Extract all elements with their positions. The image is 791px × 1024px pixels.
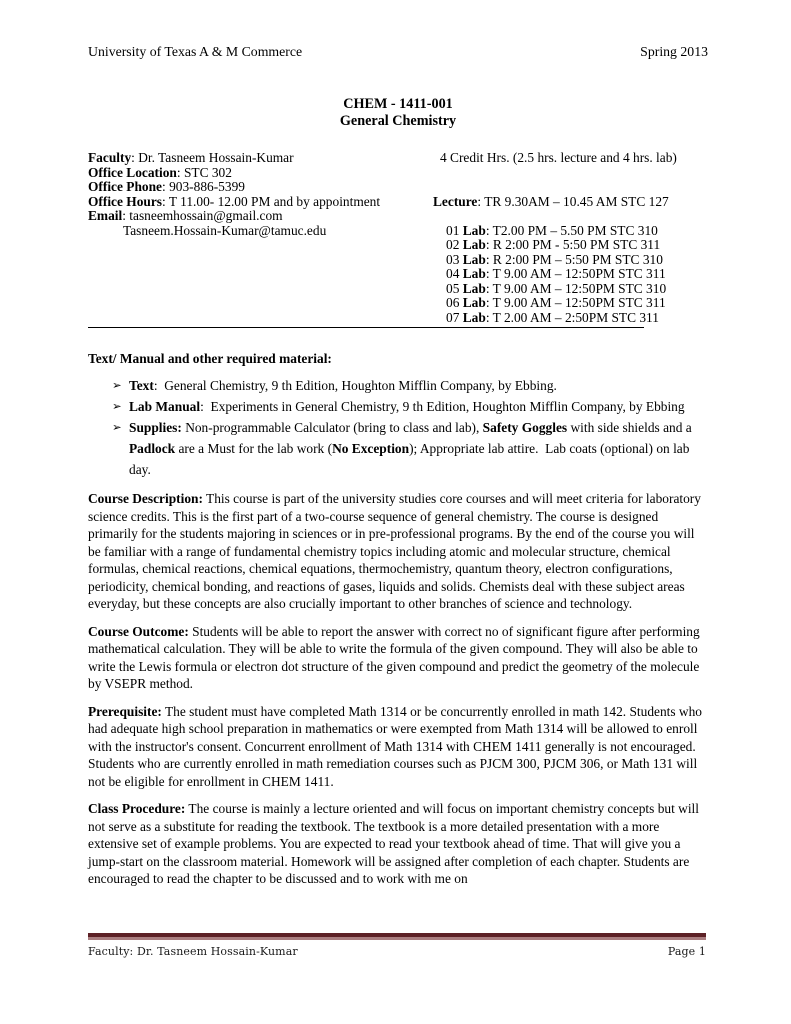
footer-faculty: Faculty: Dr. Tasneem Hossain-Kumar: [88, 944, 298, 958]
text-run: This course is part of the university studies core courses and will meet criteria for laboratory science credits. This is the first part of a two-course sequence of general chemistry. The course is designed primarily for the students majoring in sciences or in pre-professional programs. By the end of the course you will be familiar with a range of fundamental chemistry topics including atomic and molecular structure, chemical formulas, chemical reactions, chemical equations, thermochemistry, quantum theory, electron configurations, periodicity, chemical bonding, and reactions of gases, liquids and solids. Chemists deal with these subject areas everyday, but these concepts are also crucially important to other branches of science and technology.: [88, 491, 705, 611]
course-title-block: [88, 96, 708, 130]
text-run: : T 9.00 AM – 12:50PM STC 310: [485, 280, 667, 296]
text-run: : T 11.00- 12.00 PM and by appointment: [162, 193, 381, 209]
bold-text-run: Lab: [462, 237, 486, 252]
lab-schedule-row: [446, 224, 677, 239]
text-run: : T 9.00 AM – 12:50PM STC 311: [485, 266, 666, 281]
text-run: 01: [446, 222, 463, 238]
bold-text-run: Lab: [462, 222, 486, 238]
bold-text-run: Lecture: [433, 193, 478, 209]
bold-text-run: Prerequisite:: [88, 703, 162, 719]
text-run: 04: [446, 266, 463, 281]
bold-text-run: Office Hours: [88, 193, 163, 209]
materials-item-text: [88, 375, 708, 396]
bold-text-run: Course Description:: [88, 491, 203, 506]
office-phone-row: [88, 180, 433, 195]
bold-text-run: Lab: [462, 251, 486, 267]
lab-schedule-row: [446, 267, 677, 282]
text-run: : STC 302: [176, 164, 232, 180]
course-info-section: [88, 150, 677, 328]
bold-text-run: Padlock: [129, 441, 176, 456]
bold-text-run: Lab Manual: [129, 399, 201, 414]
lab-schedule-row: [446, 238, 677, 253]
bold-text-run: No Exception: [332, 441, 410, 456]
course-outcome-paragraph: [88, 623, 708, 693]
bold-text-run: Course Outcome:: [88, 623, 189, 639]
text-run: : tasneemhossain@gmail.com: [122, 208, 283, 223]
text-run: : R 2:00 PM - 5:50 PM STC 311: [485, 237, 661, 252]
text-run: : 903-886-5399: [162, 179, 245, 194]
bold-text-run: Text: [129, 378, 154, 393]
footer-text-row: [88, 945, 706, 958]
text-run: : T 2.00 AM – 2:50PM STC 311: [485, 309, 659, 325]
bold-text-run: Lab: [462, 266, 486, 281]
text-run: are a Must for the lab work (: [175, 441, 333, 456]
course-name: General Chemistry: [339, 113, 457, 129]
lab-schedule-row: [446, 253, 677, 268]
text-run: with side shields and a: [567, 420, 696, 435]
lecture-schedule: [433, 195, 677, 210]
materials-item-supplies-text: [129, 417, 708, 480]
lab-schedule-row: [446, 296, 677, 311]
email-row: [88, 209, 433, 224]
text-run: 07: [446, 309, 463, 325]
credit-hours: 4 Credit Hrs. (2.5 hrs. lecture and 4 hrs. lab): [440, 150, 677, 165]
course-code: CHEM - 1411-001: [343, 96, 453, 112]
page-footer: [88, 933, 706, 958]
text-run: : Dr. Tasneem Hossain-Kumar: [131, 150, 294, 165]
faculty-info-column: [88, 151, 433, 325]
course-description-paragraph: [88, 490, 708, 613]
bold-text-run: Office Phone: [88, 179, 163, 194]
schedule-column: [433, 151, 677, 325]
bold-text-run: Lab: [462, 280, 486, 296]
text-run: : T2.00 PM – 5.50 PM STC 310: [485, 222, 658, 238]
office-location-row: [88, 166, 433, 181]
text-run: : General Chemistry, 9 th Edition, Houghton Mifflin Company, by Ebbing.: [153, 378, 557, 393]
arrow-bullet-icon: ➢: [112, 420, 122, 434]
text-run: Students will be able to report the answer with correct no of significant figure after performing mathematical calculation. They will be able to write the formula of the given compound. They will also be able to write the Lewis formula or electron dot structure of the given compound and predict the geometry of the molecule by VSEPR method.: [88, 623, 704, 691]
bold-text-run: Faculty: [88, 150, 132, 165]
materials-item-lab-manual: [88, 396, 708, 417]
class-procedure-paragraph: [88, 800, 708, 888]
bold-text-run: Lab: [462, 295, 486, 310]
text-run: 02: [446, 237, 463, 252]
text-run: : Experiments in General Chemistry, 9 th Edition, Houghton Mifflin Company, by Ebbing: [200, 399, 685, 414]
arrow-bullet-icon: ➢: [112, 378, 122, 392]
text-run: The course is mainly a lecture oriented and will focus on important chemistry concepts but will not serve as a substitute for reading the textbook. The textbook is a more detailed presentation with a more extensive set of example problems. You are expected to read your textbook ahead of time. That will give you a jump-start on the classroom material. Homework will be assigned after completion of each chapter. Students are encouraged to read the chapter to be discussed and to work with me on: [88, 801, 703, 886]
text-run: Tasneem.Hossain-Kumar@tamuc.edu: [123, 222, 327, 238]
materials-heading: Text/ Manual and other required material:: [88, 351, 332, 366]
bold-text-run: Class Procedure:: [88, 801, 186, 816]
text-run: 03: [446, 251, 463, 267]
faculty-name-row: [88, 151, 433, 166]
text-run: 06: [446, 295, 463, 310]
text-run: : T 9.00 AM – 12:50PM STC 311: [485, 295, 666, 310]
text-run: Non-programmable Calculator (bring to class and lab),: [181, 420, 483, 435]
bold-text-run: Email: [88, 208, 123, 223]
lab-schedule-row: [446, 311, 677, 326]
text-run: ); Appropriate lab attire. Lab coats (optional) on lab day.: [129, 441, 693, 477]
bold-text-run: Lab: [462, 309, 486, 325]
prerequisite-paragraph: [88, 703, 708, 791]
email-secondary-row: [88, 224, 433, 239]
bold-text-run: Supplies:: [129, 420, 182, 435]
header-university-name: University of Texas A & M Commerce: [88, 44, 303, 59]
footer-page-number: Page 1: [667, 944, 706, 958]
bold-text-run: Safety Goggles: [482, 420, 568, 435]
lab-schedule-list: [433, 224, 677, 326]
text-run: : R 2:00 PM – 5:50 PM STC 310: [485, 251, 663, 267]
text-run: 05: [446, 280, 463, 296]
arrow-bullet-icon: ➢: [112, 399, 122, 413]
page-header: [88, 44, 708, 60]
footer-rule-light: [88, 937, 706, 940]
office-hours-row: [88, 195, 433, 210]
materials-item-textbook: [129, 375, 708, 396]
bold-text-run: Office Location: [88, 164, 177, 180]
materials-list: [88, 375, 708, 480]
text-run: The student must have completed Math 1314 or be concurrently enrolled in math 142. Students who had adequate high school preparation in mathematics or were exempted from Math 1314 will be allowed to enroll with the instructor's consent. Concurrent enrollment of Math 1314 with CHEM 1411 generally is not encouraged. Students who are currently enrolled in math remediation courses such as PJCM 300, PJCM 306, or Math 131 will not be eligible for enrollment in CHEM 1411.: [88, 703, 706, 789]
materials-item-supplies: [88, 417, 708, 480]
materials-item-lab-manual-text: [129, 396, 708, 417]
text-run: : TR 9.30AM – 10.45 AM STC 127: [477, 193, 669, 209]
header-semester: Spring 2013: [640, 44, 708, 59]
lab-schedule-row: [446, 282, 677, 297]
